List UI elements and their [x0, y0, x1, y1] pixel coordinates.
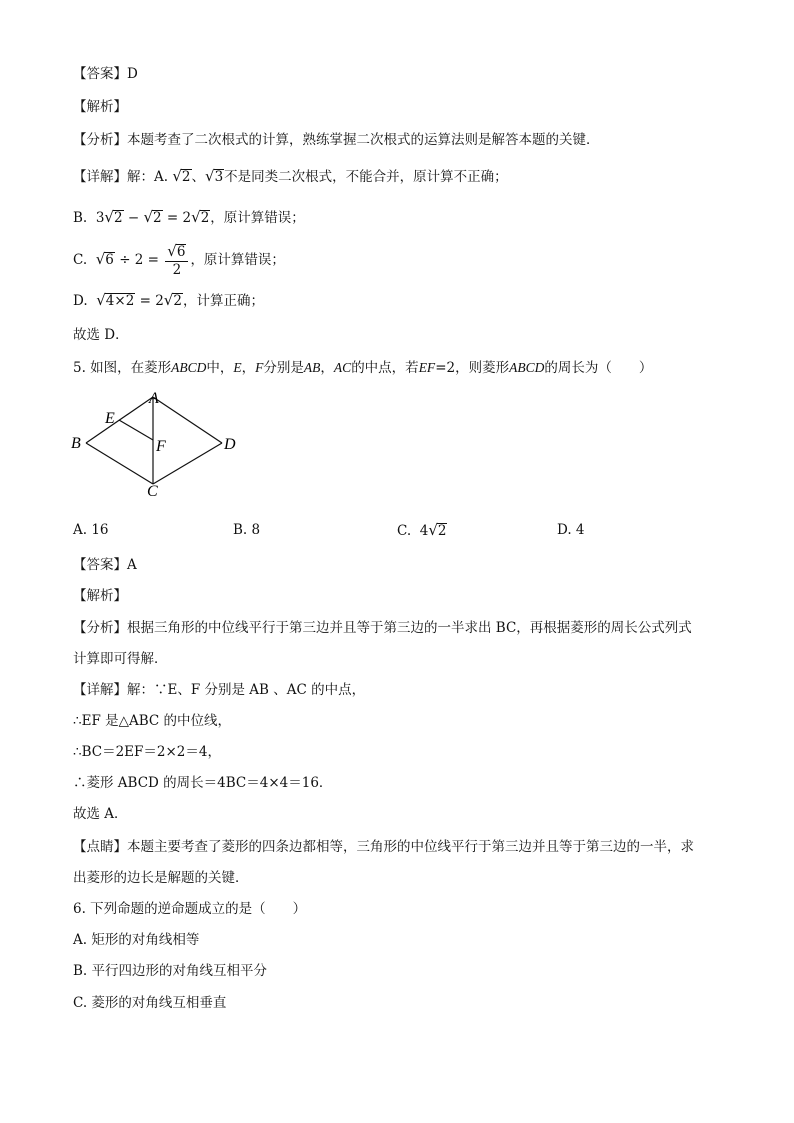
q4-fenxi-line — [73, 130, 600, 150]
q5-detail-line1 — [73, 680, 365, 700]
detail-tag: 【详解】 — [73, 682, 127, 698]
q5-detail-line3: ∴BC＝2EF＝2×2＝4， — [73, 744, 221, 760]
rhombus-figure — [68, 388, 248, 503]
q6-option-a: A. 矩形的对角线相等 — [73, 932, 200, 948]
coefficient: 4 — [419, 523, 429, 539]
q4-option-d-line: D. √4×2 = 2√2，计算正确； — [73, 291, 264, 309]
detail-prefix: 解：A. — [127, 169, 169, 185]
fraction: $\frac{√6}{2}$ — [165, 243, 188, 279]
math-var: AB — [303, 360, 321, 375]
detail-tag: 【详解】 — [73, 169, 127, 185]
stem-text: 的周长为（ ） — [544, 360, 653, 376]
q5-fenxi-line2: 计算即可得解． — [73, 651, 168, 667]
stem-text: 中， — [206, 360, 234, 376]
detail-text: 解：∵E、F 分别是 AB 、AC 的中点， — [127, 682, 366, 698]
q4-option-b-line: B. 3√2 − √2 = 2√2，原计算错误； — [73, 208, 305, 226]
radicand: 2 — [153, 210, 162, 226]
math-var: AC — [333, 360, 352, 375]
option-label: D. — [73, 293, 88, 309]
q4-option-c-line: C. √6 ÷ 2 = $\frac{√6}{2}$ ，原计算错误； — [73, 241, 285, 278]
radicand: 2 — [173, 293, 182, 309]
minus-sign: − — [127, 210, 140, 226]
q5-comment-line1 — [73, 837, 694, 857]
math-var: EF — [418, 360, 436, 375]
stem-text: ， — [241, 360, 256, 376]
point-label-f: F — [156, 438, 166, 455]
q6-stem: 6. 下列命题的逆命题成立的是（ ） — [73, 901, 307, 917]
q5-answer-line — [73, 555, 137, 575]
option-b: B. 8 — [233, 522, 261, 538]
denominator: 2 — [172, 261, 182, 278]
q5-stem — [73, 358, 652, 378]
point-label-b: B — [71, 435, 81, 452]
side-bc — [86, 443, 153, 484]
equals: = 2 — [139, 293, 164, 309]
point-label-a: A — [149, 390, 159, 407]
segment-ef — [119, 420, 153, 440]
q5-conclusion: 故选 A． — [73, 806, 128, 822]
stem-text: 的中点，若 — [351, 360, 419, 376]
math-var: F — [255, 360, 264, 375]
division: ÷ 2 = — [119, 252, 159, 268]
fenxi-tag: 【分析】 — [73, 620, 127, 636]
q5-detail-line4: ∴菱形 ABCD 的周长＝4BC＝4×4＝16． — [73, 775, 333, 791]
q5-analysis-tag: 【解析】 — [73, 588, 127, 604]
option-c: C. 4√2 — [397, 521, 447, 539]
answer-value: D — [127, 66, 138, 82]
equals: = 2 — [166, 210, 192, 226]
coefficient: 3 — [95, 210, 105, 226]
option-label: C. — [73, 252, 88, 268]
q4-conclusion: 故选 D． — [73, 327, 129, 343]
comment-tag: 【点睛】 — [73, 839, 127, 855]
point-label-d: D — [224, 436, 236, 453]
fenxi-text: 本题考查了二次根式的计算，熟练掌握二次根式的运算法则是解答本题的关键． — [127, 132, 600, 148]
q5-detail-line2: ∴EF 是△ABC 的中位线， — [73, 713, 232, 729]
point-label-c: C — [147, 483, 158, 500]
math-var: E — [233, 360, 242, 375]
radicand: 2 — [181, 169, 191, 185]
side-ad — [153, 397, 222, 443]
radicand: 3 — [214, 169, 224, 185]
fenxi-tag: 【分析】 — [73, 132, 127, 148]
q4-detail-line: 【详解】解：A. √2、√3不是同类二次根式，不能合并，原计算不正确； — [73, 167, 508, 185]
answer-tag: 【答案】 — [73, 557, 127, 573]
answer-tag: 【答案】 — [73, 66, 127, 82]
radicand: 4×2 — [105, 293, 135, 309]
math-var: ABCD — [171, 360, 207, 375]
radicand: 6 — [105, 252, 114, 268]
q4-analysis-tag: 【解析】 — [73, 99, 127, 115]
option-c-text: ，原计算错误； — [190, 252, 285, 268]
q4-answer-line — [73, 64, 138, 84]
comment-text: 本题主要考查了菱形的四条边都相等，三角形的中位线平行于第三边并且等于第三边的一半，求 — [127, 839, 694, 855]
q6-option-c: C. 菱形的对角线互相垂直 — [73, 995, 227, 1011]
stem-text: =2，则菱形 — [435, 360, 510, 376]
answer-value: A — [127, 557, 137, 573]
q5-comment-line2: 出菱形的边长是解题的关键． — [73, 870, 249, 886]
fenxi-text: 根据三角形的中位线平行于第三边并且等于第三边的一半求出 BC，再根据菱形的周长公式列式 — [127, 620, 692, 636]
radicand: 6 — [176, 243, 186, 260]
radicand: 2 — [113, 210, 123, 226]
separator: 、 — [191, 169, 205, 185]
math-var: ABCD — [509, 360, 545, 375]
option-d-text: ，计算正确； — [182, 293, 264, 309]
option-d: D. 4 — [557, 522, 585, 538]
option-b-text: ，原计算错误； — [210, 210, 305, 226]
radicand: 2 — [437, 523, 447, 539]
stem-text: 分别是 — [263, 360, 304, 376]
stem-text: ， — [320, 360, 334, 376]
radicand: 2 — [200, 210, 210, 226]
point-label-e: E — [105, 410, 115, 427]
option-a-text: 不是同类二次根式，不能合并，原计算不正确； — [224, 169, 508, 185]
option-label: B. — [73, 210, 88, 226]
option-label: C. — [397, 523, 412, 539]
q5-fenxi-line1 — [73, 618, 692, 638]
stem-text: 5. 如图，在菱形 — [73, 360, 172, 376]
q6-option-b: B. 平行四边形的对角线互相平分 — [73, 963, 268, 979]
option-a: A. 16 — [73, 522, 109, 538]
